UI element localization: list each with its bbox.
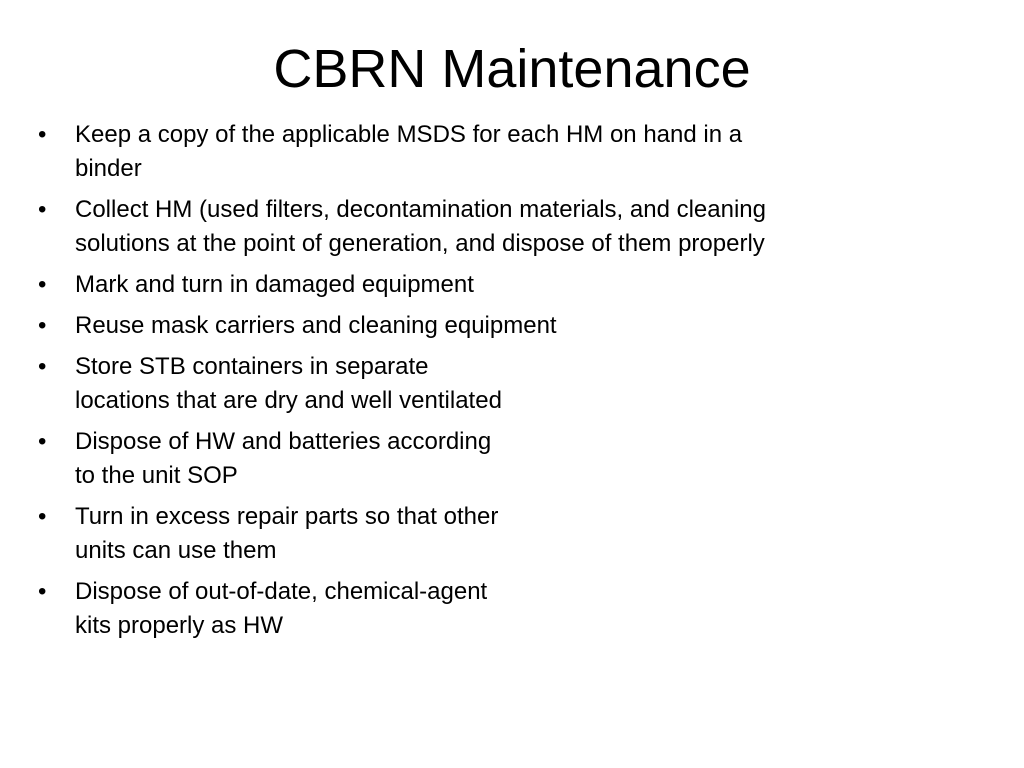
bullet-item [38,575,938,643]
bullet-icon: • [38,196,47,223]
bullet-text-line: binder [75,155,142,182]
bullet-item [38,425,938,493]
bullet-text-line: solutions at the point of generation, and dispose of them properly [75,230,765,257]
bullet-item [38,268,938,302]
bullet-text-line: kits properly as HW [75,612,284,639]
bullet-list [38,118,938,650]
bullet-text-line: Store STB containers in separate [75,353,429,380]
bullet-text-line: to the unit SOP [75,462,238,489]
bullet-text-line: Dispose of out-of-date, chemical-agent [75,578,488,605]
bullet-item [38,350,938,418]
bullet-icon: • [38,428,47,455]
bullet-item [38,309,938,343]
bullet-icon: • [38,503,47,530]
bullet-text-line: units can use them [75,537,277,564]
bullet-icon: • [38,353,47,380]
slide-title: CBRN Maintenance [273,39,751,99]
bullet-icon: • [38,312,47,339]
bullet-item [38,500,938,568]
bullet-text-line: locations that are dry and well ventilated [75,387,502,414]
bullet-text-line: Mark and turn in damaged equipment [75,271,474,298]
bullet-text-line: Keep a copy of the applicable MSDS for each HM on hand in a [75,121,743,148]
bullet-item [38,193,938,261]
bullet-text-line: Turn in excess repair parts so that other [75,503,499,530]
bullet-icon: • [38,578,47,605]
bullet-icon: • [38,271,47,298]
bullet-text-line: Reuse mask carriers and cleaning equipment [75,312,557,339]
bullet-text-line: Dispose of HW and batteries according [75,428,492,455]
bullet-icon: • [38,121,47,148]
bullet-text-line: Collect HM (used filters, decontamination materials, and cleaning [75,196,766,223]
bullet-item [38,118,938,186]
